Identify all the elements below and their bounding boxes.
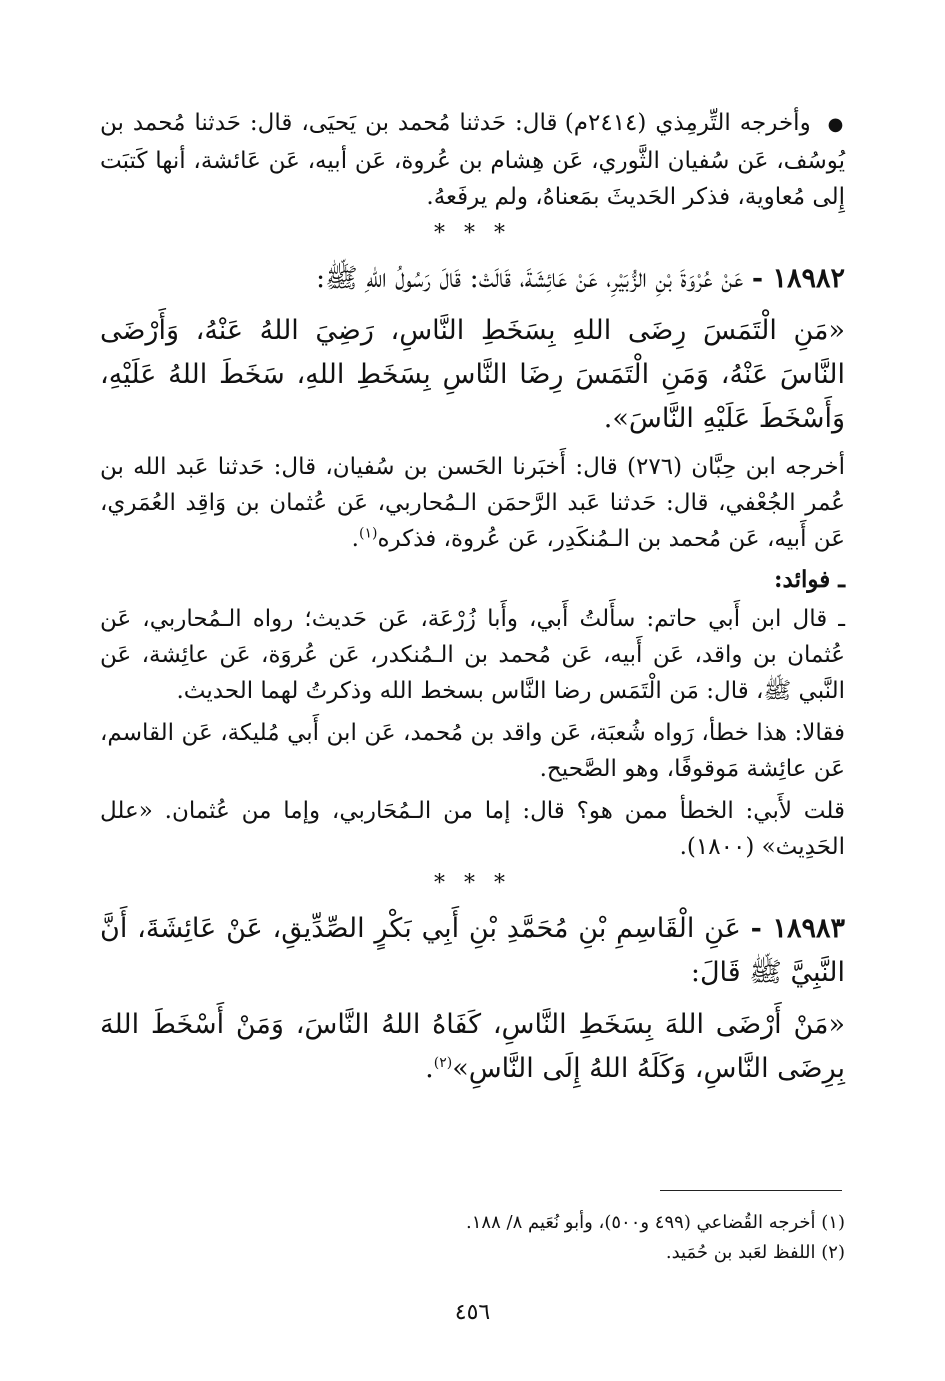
footnote-2: (٢) اللفظ لعَبد بن حُمَيد. [665, 1242, 845, 1263]
hadith-heading [100, 907, 845, 995]
ibn-hibban-paragraph [100, 449, 845, 557]
tirmidhi-paragraph [100, 105, 845, 215]
benefits-heading: ـ فوائد: [774, 566, 845, 593]
footnote-1: (١) أخرجه القُضاعي (٤٩٩ و٥٠٠)، وأبو نُعَيم ٨/ ١٨٨. [466, 1212, 845, 1233]
question-paragraph: قلت لأَبي: الخطأ ممن هو؟ قال: إما من الـمُحَاربي، وإما من عُثمان. «علل الحَدِيث» (١٨٠٠). [100, 798, 845, 860]
paragraph-text: أخرجه ابن حِبَّان (٢٧٦) قال: أَخبَرنا الحَسن بن سُفيان، قال: حَدثنا عَبد الله بن عُمر الجُعْفي، قال: حَدثنا عَبد الرَّحمَن الـمُحاربي، عَن عُثمان بن وَاقِد العُمَري، عَن أَبيه، عَن مُحمد بن الـمُنكَدِر، عَن عُروة، فذكره [100, 454, 845, 552]
page-number: ٤٥٦ [454, 1300, 491, 1325]
hadith-number: ١٨٩٨٣ - [750, 913, 845, 944]
hadith-body: «مَنْ أَرْضَى اللهَ بِسَخَطِ النَّاسِ، كَفَاهُ اللهُ النَّاسَ، وَمَنْ أَسْخَطَ اللهَ بِرِضَى النَّاسِ، وَكَلَهُ اللهُ إِلَى النَّاسِ» [100, 1009, 845, 1084]
paragraph-tail: . [351, 526, 359, 552]
hadith-number: ١٨٩٨٢ - [751, 263, 845, 294]
paragraph-text: وأخرجه التِّرمِذي (٢٤١٤م) قال: حَدثنا مُحمد بن يَحيَى، قال: حَدثنا مُحمد بن يُوسُف، عَن سُفيان الثَّوري، عَن هِشام بن عُروة، عَن أبيه، عَن عَائشة، أنها كَتبَت إِلى مُعاوية، فذكر الحَديثَ بمَعناهُ، ولم يرفَعهُ. [100, 110, 845, 210]
bullet-icon: ● [827, 114, 845, 135]
hadith-tail: . [425, 1053, 434, 1084]
their-reply-paragraph: فقالا: هذا خطأ، رَواه شُعبَة، عَن واقد بن مُحمد، عَن ابن أَبي مُليكة، عَن القاسم، عَن عائِشة مَوقوفًا، وهو الصَّحيح. [100, 720, 845, 782]
hadith-text: «مَنِ الْتَمَسَ رِضَى اللهِ بِسَخَطِ النَّاسِ، رَضِيَ اللهُ عَنْهُ، وَأَرْضَى النَّاسَ عَنْهُ، وَمَنِ الْتَمَسَ رِضَا النَّاسِ بِسَخَطِ اللهِ، سَخَطَ اللهُ عَلَيْهِ، وَأَسْخَطَ عَلَيْهِ النَّاسَ». [100, 315, 845, 434]
hadith-heading [100, 257, 845, 301]
section-separator: * * * [434, 871, 511, 896]
footnotes [100, 1208, 845, 1268]
footnote-ref: (٢) [433, 1055, 453, 1071]
hadith-text [100, 1003, 845, 1091]
ibn-abi-hatim-paragraph: ـ قال ابن أَبي حاتم: سأَلتُ أَبي، وأَبا زُرْعَة، عَن حَديث؛ رواه الـمُحاربي، عَن عُثمان بن واقد، عَن أَبيه، عَن مُحمد بن الـمُنكدر، عَن عُروَة، عَن عائِشة، عَن النَّبي ﷺ، قال: مَن الْتَمَس رضا النَّاس بسخط الله وذكرتُ لهما الحديث. [100, 606, 845, 704]
hadith-chain: عَنْ عُرْوَةَ بْنِ الزُّبَيْرِ، عَنْ عَائِشَةَ، قَالَتْ: قَالَ رَسُولُ اللهِ ﷺ: [316, 263, 744, 294]
hadith-chain: عَنِ الْقَاسِمِ بْنِ مُحَمَّدِ بْنِ أَبِي بَكْرٍ الصِّدِّيقِ، عَنْ عَائِشَةَ، أَنَّ النَّبِيَّ ﷺ قَالَ: [100, 913, 845, 988]
footnote-divider [660, 1190, 842, 1191]
page-body [100, 105, 845, 1099]
section-separator: * * * [434, 221, 511, 246]
footnote-ref: (١) [358, 525, 378, 542]
